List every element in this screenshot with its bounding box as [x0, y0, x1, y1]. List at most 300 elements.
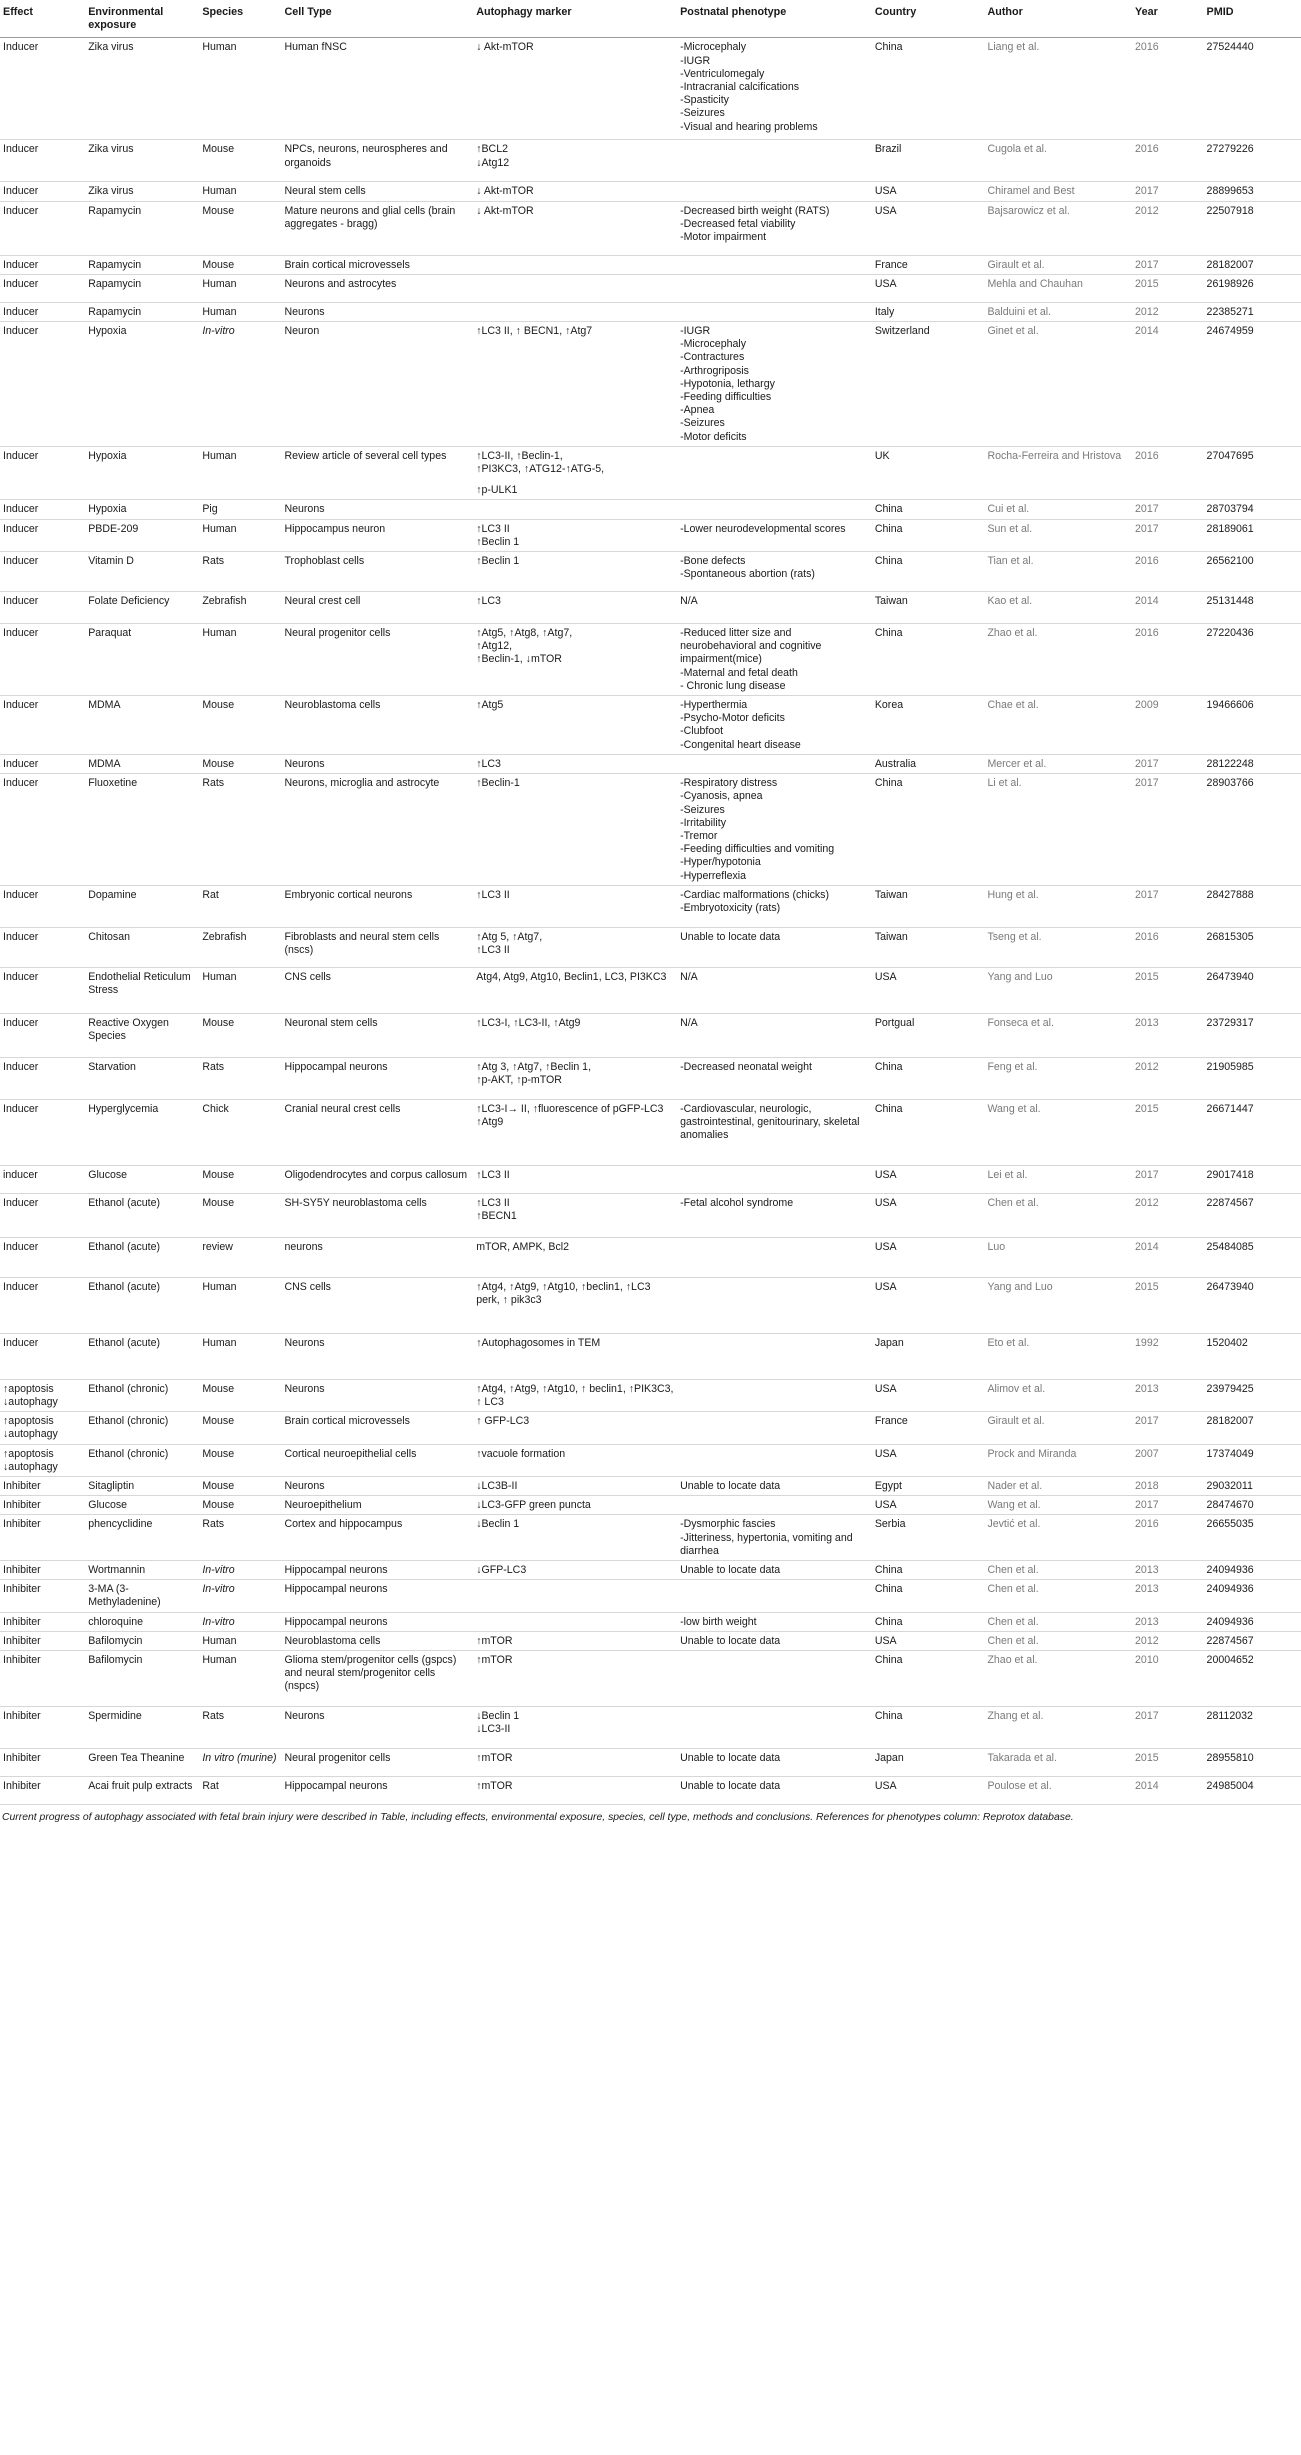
cell-year — [1132, 1099, 1204, 1165]
cell-year — [1132, 1379, 1204, 1411]
cell-line: -Reduced litter size and neurobehavioral and cognitive impairment(mice) — [680, 627, 822, 666]
cell-autophagy-marker — [473, 1379, 677, 1411]
cell-line: ↑Atg5 — [476, 699, 504, 712]
cell-species — [199, 255, 281, 274]
cell-line: Trophoblast cells — [284, 555, 365, 568]
cell-line: -Microcephaly — [680, 41, 747, 54]
cell-line: USA — [874, 1168, 897, 1181]
cell-line: -Hypotonia, lethargy — [680, 377, 775, 390]
cell-autophagy-marker — [473, 696, 677, 755]
cell-effect — [0, 519, 85, 551]
cell-species — [199, 1631, 281, 1650]
cell-line: Human — [202, 970, 237, 983]
cell-line: Yang and Luo — [987, 970, 1053, 983]
cell-postnatal-phenotype — [677, 1650, 872, 1706]
cell-line: In-vitro — [202, 325, 235, 338]
cell-exposure — [85, 1379, 199, 1411]
cell-line: Rapamycin — [88, 258, 142, 271]
cell-postnatal-phenotype — [677, 592, 872, 624]
cell-line: MDMA — [88, 757, 121, 770]
cell-line: Hippocampal neurons — [284, 1583, 388, 1596]
cell-country — [872, 201, 985, 255]
cell-line: Atg4, Atg9, Atg10, Beclin1, LC3, PI3KC3 — [476, 970, 667, 983]
cell-pmid — [1204, 1476, 1301, 1495]
table-row — [0, 1748, 1301, 1776]
cell-year — [1132, 255, 1204, 274]
cell-cell-type — [281, 1476, 473, 1495]
cell-line: Brazil — [874, 143, 902, 156]
cell-line: Chick — [202, 1102, 229, 1115]
cell-autophagy-marker — [473, 201, 677, 255]
table-row — [0, 322, 1301, 447]
cell-effect — [0, 140, 85, 182]
cell-author — [984, 592, 1132, 624]
cell-author — [984, 1057, 1132, 1099]
cell-line: 24094936 — [1206, 1583, 1254, 1596]
cell-line: UK — [874, 449, 890, 462]
cell-year — [1132, 1560, 1204, 1579]
cell-line: ↓Beclin 1 — [476, 1709, 520, 1722]
cell-line: Zebrafish — [202, 595, 247, 608]
table-row — [0, 500, 1301, 519]
cell-line: USA — [874, 1634, 897, 1647]
cell-line: Inducer — [3, 757, 39, 770]
table-row — [0, 1560, 1301, 1579]
cell-postnatal-phenotype — [677, 1333, 872, 1379]
cell-line: 2017 — [1135, 185, 1159, 198]
cell-line: Rats — [202, 555, 225, 568]
cell-autophagy-marker — [473, 1099, 677, 1165]
cell-line: Human — [202, 522, 237, 535]
cell-line: 26671447 — [1206, 1102, 1254, 1115]
cell-line: Hippocampal neurons — [284, 1779, 388, 1792]
cell-author — [984, 519, 1132, 551]
cell-effect — [0, 1412, 85, 1444]
cell-exposure — [85, 1776, 199, 1804]
cell-line: ↑Atg12, — [476, 640, 513, 653]
cell-line: Chen et al. — [987, 1196, 1039, 1209]
header-cell-type: Cell Type — [281, 0, 473, 38]
cell-line: Switzerland — [874, 325, 930, 338]
cell-line: 28122248 — [1206, 757, 1254, 770]
cell-line: ↑mTOR — [476, 1653, 513, 1666]
cell-line: Inducer — [3, 185, 39, 198]
cell-line: Rapamycin — [88, 305, 142, 318]
cell-line: Zika virus — [88, 185, 134, 198]
cell-cell-type — [281, 1333, 473, 1379]
cell-cell-type — [281, 1706, 473, 1748]
cell-line: 27220436 — [1206, 627, 1254, 640]
cell-line: Eto et al. — [987, 1336, 1030, 1349]
cell-line: ↑ GFP-LC3 — [476, 1415, 530, 1428]
cell-line: 2017 — [1135, 757, 1159, 770]
cell-line: 26473940 — [1206, 970, 1254, 983]
cell-line: China — [874, 627, 903, 640]
table-row — [0, 696, 1301, 755]
cell-line: -Contractures — [680, 351, 745, 364]
cell-species — [199, 885, 281, 927]
cell-year — [1132, 201, 1204, 255]
cell-autophagy-marker — [473, 1776, 677, 1804]
cell-year — [1132, 1496, 1204, 1515]
cell-author — [984, 1277, 1132, 1333]
cell-effect — [0, 38, 85, 140]
cell-pmid — [1204, 1277, 1301, 1333]
cell-postnatal-phenotype — [677, 38, 872, 140]
table-row — [0, 274, 1301, 302]
cell-autophagy-marker — [473, 500, 677, 519]
cell-line: ↑Atg 3, ↑Atg7, ↑Beclin 1, — [476, 1060, 592, 1073]
table-header-row — [0, 0, 1301, 38]
cell-exposure — [85, 1057, 199, 1099]
cell-autophagy-marker — [473, 1057, 677, 1099]
cell-pmid — [1204, 1237, 1301, 1277]
cell-line: -Visual and hearing problems — [680, 120, 818, 133]
cell-line: Inhibiter — [3, 1518, 41, 1531]
cell-exposure — [85, 38, 199, 140]
cell-pmid — [1204, 592, 1301, 624]
cell-country — [872, 255, 985, 274]
cell-line: Mercer et al. — [987, 757, 1047, 770]
cell-line: ↑Atg5, ↑Atg8, ↑Atg7, — [476, 627, 573, 640]
cell-exposure — [85, 1476, 199, 1495]
cell-line: Pig — [202, 503, 218, 516]
cell-line: ↓autophagy — [3, 1460, 58, 1473]
cell-line: 17374049 — [1206, 1447, 1254, 1460]
cell-line: Glioma stem/progenitor cells (gspcs) and neural stem/progenitor cells (nspcs) — [284, 1653, 457, 1693]
cell-effect — [0, 927, 85, 967]
cell-line: 2014 — [1135, 325, 1159, 338]
cell-line: Vitamin D — [88, 555, 134, 568]
cell-species — [199, 274, 281, 302]
cell-line: Lei et al. — [987, 1168, 1028, 1181]
cell-exposure — [85, 1412, 199, 1444]
table-row — [0, 1496, 1301, 1515]
cell-line: Human — [202, 277, 237, 290]
table-row — [0, 1580, 1301, 1612]
table-row — [0, 1165, 1301, 1193]
table-row — [0, 201, 1301, 255]
cell-line: Mouse — [202, 1016, 235, 1029]
cell-line: Inducer — [3, 1060, 39, 1073]
cell-line: 24094936 — [1206, 1563, 1254, 1576]
cell-effect — [0, 1496, 85, 1515]
cell-line: 22507918 — [1206, 204, 1254, 217]
cell-cell-type — [281, 1612, 473, 1631]
cell-line: inducer — [3, 1168, 38, 1181]
cell-line: Inducer — [3, 555, 39, 568]
cell-species — [199, 624, 281, 696]
cell-line: -Decreased birth weight (RATS) — [680, 204, 830, 217]
cell-cell-type — [281, 774, 473, 886]
cell-postnatal-phenotype — [677, 696, 872, 755]
cell-year — [1132, 1650, 1204, 1706]
cell-line: Cortex and hippocampus — [284, 1518, 403, 1531]
cell-exposure — [85, 552, 199, 592]
cell-exposure — [85, 1444, 199, 1476]
cell-line: Inducer — [3, 595, 39, 608]
cell-line: Liang et al. — [987, 41, 1040, 54]
cell-year — [1132, 1612, 1204, 1631]
cell-line: Unable to locate data — [680, 1751, 781, 1764]
cell-line: 2015 — [1135, 1751, 1159, 1764]
cell-pmid — [1204, 1099, 1301, 1165]
cell-cell-type — [281, 927, 473, 967]
cell-line: Taiwan — [874, 888, 908, 901]
cell-line: Neuroblastoma cells — [284, 699, 381, 712]
cell-line: ↑apoptosis — [3, 1382, 54, 1395]
cell-line: 25484085 — [1206, 1240, 1254, 1253]
cell-author — [984, 1099, 1132, 1165]
cell-line: Endothelial Reticulum Stress — [88, 970, 191, 996]
cell-line: Oligodendrocytes and corpus callosum — [284, 1168, 468, 1181]
cell-line: -Clubfoot — [680, 725, 724, 738]
cell-effect — [0, 1476, 85, 1495]
cell-line: Brain cortical microvessels — [284, 1415, 410, 1428]
cell-line: Rats — [202, 1709, 225, 1722]
cell-cell-type — [281, 140, 473, 182]
cell-species — [199, 140, 281, 182]
cell-effect — [0, 624, 85, 696]
table-row — [0, 519, 1301, 551]
cell-line: 23729317 — [1206, 1016, 1254, 1029]
cell-line: Ethanol (chronic) — [88, 1382, 169, 1395]
cell-species — [199, 1193, 281, 1237]
table-row — [0, 592, 1301, 624]
cell-author — [984, 1412, 1132, 1444]
cell-cell-type — [281, 1444, 473, 1476]
cell-year — [1132, 774, 1204, 886]
cell-line: 1992 — [1135, 1336, 1159, 1349]
cell-author — [984, 1560, 1132, 1579]
cell-cell-type — [281, 624, 473, 696]
cell-line: Inducer — [3, 204, 39, 217]
cell-line: 29017418 — [1206, 1168, 1254, 1181]
cell-author — [984, 624, 1132, 696]
cell-country — [872, 774, 985, 886]
header-effect: Effect — [0, 0, 85, 38]
cell-exposure — [85, 1748, 199, 1776]
cell-line: 26562100 — [1206, 555, 1254, 568]
cell-line: Egypt — [874, 1479, 902, 1492]
cell-line: France — [874, 258, 908, 271]
table-row — [0, 1476, 1301, 1495]
cell-line: Inducer — [3, 1016, 39, 1029]
cell-line: Prock and Miranda — [987, 1447, 1077, 1460]
cell-line: Inducer — [3, 305, 39, 318]
cell-pmid — [1204, 255, 1301, 274]
table-row — [0, 1515, 1301, 1561]
header-country: Country — [872, 0, 985, 38]
cell-exposure — [85, 696, 199, 755]
cell-cell-type — [281, 1099, 473, 1165]
cell-country — [872, 754, 985, 773]
cell-line: -Maternal and fetal death — [680, 666, 798, 679]
cell-line: USA — [874, 1196, 897, 1209]
cell-line: Inducer — [3, 777, 39, 790]
cell-line: 26198926 — [1206, 277, 1254, 290]
cell-autophagy-marker — [473, 1748, 677, 1776]
cell-line: Girault et al. — [987, 1415, 1045, 1428]
cell-autophagy-marker — [473, 1496, 677, 1515]
cell-exposure — [85, 774, 199, 886]
cell-line: -Seizures — [680, 803, 725, 816]
cell-line: ↓LC3-II — [476, 1723, 511, 1736]
cell-autophagy-marker — [473, 38, 677, 140]
table-row — [0, 182, 1301, 201]
cell-line: ↓ Akt-mTOR — [476, 41, 534, 54]
cell-line: Inducer — [3, 522, 39, 535]
cell-species — [199, 1580, 281, 1612]
cell-line: 2014 — [1135, 595, 1159, 608]
cell-autophagy-marker — [473, 1277, 677, 1333]
cell-line: Mature neurons and glial cells (brain aggregates - bragg) — [284, 204, 456, 230]
cell-line: Hippocampal neurons — [284, 1060, 388, 1073]
cell-line: ↑LC3 II — [476, 1196, 510, 1209]
cell-exposure — [85, 446, 199, 500]
cell-cell-type — [281, 1057, 473, 1099]
cell-line: ↑mTOR — [476, 1751, 513, 1764]
cell-exposure — [85, 1706, 199, 1748]
cell-line: Inhibiter — [3, 1583, 41, 1596]
cell-line: Serbia — [874, 1518, 906, 1531]
cell-line: China — [874, 1563, 903, 1576]
cell-line: Neuronal stem cells — [284, 1016, 378, 1029]
cell-line: ↓ Akt-mTOR — [476, 185, 534, 198]
cell-pmid — [1204, 1333, 1301, 1379]
cell-line: ↑LC3-I, ↑LC3-II, ↑Atg9 — [476, 1016, 581, 1029]
cell-cell-type — [281, 1013, 473, 1057]
cell-line: Human — [202, 1634, 237, 1647]
cell-line: Rat — [202, 1779, 219, 1792]
table-row — [0, 1379, 1301, 1411]
cell-line: Inducer — [3, 627, 39, 640]
cell-species — [199, 1412, 281, 1444]
cell-exposure — [85, 274, 199, 302]
cell-year — [1132, 1476, 1204, 1495]
cell-line: Bafilomycin — [88, 1634, 143, 1647]
cell-line: -Fetal alcohol syndrome — [680, 1196, 794, 1209]
cell-postnatal-phenotype — [677, 1165, 872, 1193]
cell-exposure — [85, 1612, 199, 1631]
table-row — [0, 552, 1301, 592]
cell-author — [984, 1476, 1132, 1495]
table-row — [0, 302, 1301, 321]
cell-species — [199, 1165, 281, 1193]
cell-exposure — [85, 1580, 199, 1612]
cell-year — [1132, 1631, 1204, 1650]
cell-species — [199, 1379, 281, 1411]
cell-year — [1132, 519, 1204, 551]
cell-pmid — [1204, 500, 1301, 519]
cell-line: ↓LC3-GFP green puncta — [476, 1499, 591, 1512]
cell-exposure — [85, 1237, 199, 1277]
table-row — [0, 927, 1301, 967]
cell-exposure — [85, 201, 199, 255]
cell-species — [199, 1099, 281, 1165]
cell-line: ↑Beclin-1, ↓mTOR — [476, 653, 562, 666]
cell-line: -Apnea — [680, 404, 715, 417]
cell-pmid — [1204, 1057, 1301, 1099]
cell-year — [1132, 552, 1204, 592]
cell-author — [984, 1706, 1132, 1748]
cell-autophagy-marker — [473, 1193, 677, 1237]
cell-autophagy-marker — [473, 140, 677, 182]
cell-effect — [0, 1237, 85, 1277]
cell-pmid — [1204, 1496, 1301, 1515]
cell-country — [872, 274, 985, 302]
cell-line: Taiwan — [874, 930, 908, 943]
cell-line: Ethanol (acute) — [88, 1280, 161, 1293]
cell-line: 2012 — [1135, 1060, 1159, 1073]
cell-line: ↓autophagy — [3, 1395, 58, 1408]
cell-country — [872, 1057, 985, 1099]
cell-exposure — [85, 624, 199, 696]
cell-author — [984, 1612, 1132, 1631]
cell-author — [984, 302, 1132, 321]
cell-effect — [0, 1193, 85, 1237]
cell-line: 28189061 — [1206, 522, 1254, 535]
cell-year — [1132, 38, 1204, 140]
cell-effect — [0, 1706, 85, 1748]
cell-autophagy-marker — [473, 322, 677, 447]
cell-species — [199, 519, 281, 551]
cell-line: In-vitro — [202, 1563, 235, 1576]
cell-line: Girault et al. — [987, 258, 1045, 271]
cell-line: USA — [874, 185, 897, 198]
cell-line: ↑Atg 5, ↑Atg7, — [476, 930, 543, 943]
cell-line: Neurons — [284, 1382, 325, 1395]
cell-cell-type — [281, 754, 473, 773]
cell-species — [199, 592, 281, 624]
cell-line: Bajsarowicz et al. — [987, 204, 1070, 217]
cell-effect — [0, 1057, 85, 1099]
cell-line: China — [874, 522, 903, 535]
table-row — [0, 38, 1301, 140]
cell-postnatal-phenotype — [677, 1515, 872, 1561]
cell-autophagy-marker — [473, 1515, 677, 1561]
cell-line: Ethanol (chronic) — [88, 1415, 169, 1428]
cell-line: -Feeding difficulties — [680, 391, 772, 404]
cell-line: Neurons — [284, 1336, 325, 1349]
cell-autophagy-marker — [473, 1580, 677, 1612]
cell-line: ↑LC3-II, ↑Beclin-1, — [476, 449, 563, 462]
cell-line: 2013 — [1135, 1615, 1159, 1628]
cell-pmid — [1204, 1379, 1301, 1411]
cell-postnatal-phenotype — [677, 274, 872, 302]
cell-country — [872, 1277, 985, 1333]
cell-line: 28703794 — [1206, 503, 1254, 516]
cell-author — [984, 1379, 1132, 1411]
header-species: Species — [199, 0, 281, 38]
cell-line: ↑LC3 — [476, 757, 501, 770]
cell-line: Japan — [874, 1336, 904, 1349]
table-row — [0, 624, 1301, 696]
cell-line: Ginet et al. — [987, 325, 1039, 338]
cell-species — [199, 446, 281, 500]
cell-line: Human — [202, 449, 237, 462]
table-row — [0, 1444, 1301, 1476]
cell-line: Mouse — [202, 1415, 235, 1428]
header-autophagy-marker: Autophagy marker — [473, 0, 677, 38]
cell-line: ↑p-AKT, ↑p-mTOR — [476, 1073, 562, 1086]
cell-country — [872, 696, 985, 755]
cell-postnatal-phenotype — [677, 1706, 872, 1748]
cell-species — [199, 38, 281, 140]
cell-effect — [0, 274, 85, 302]
cell-line: China — [874, 503, 903, 516]
cell-line: Nader et al. — [987, 1479, 1043, 1492]
